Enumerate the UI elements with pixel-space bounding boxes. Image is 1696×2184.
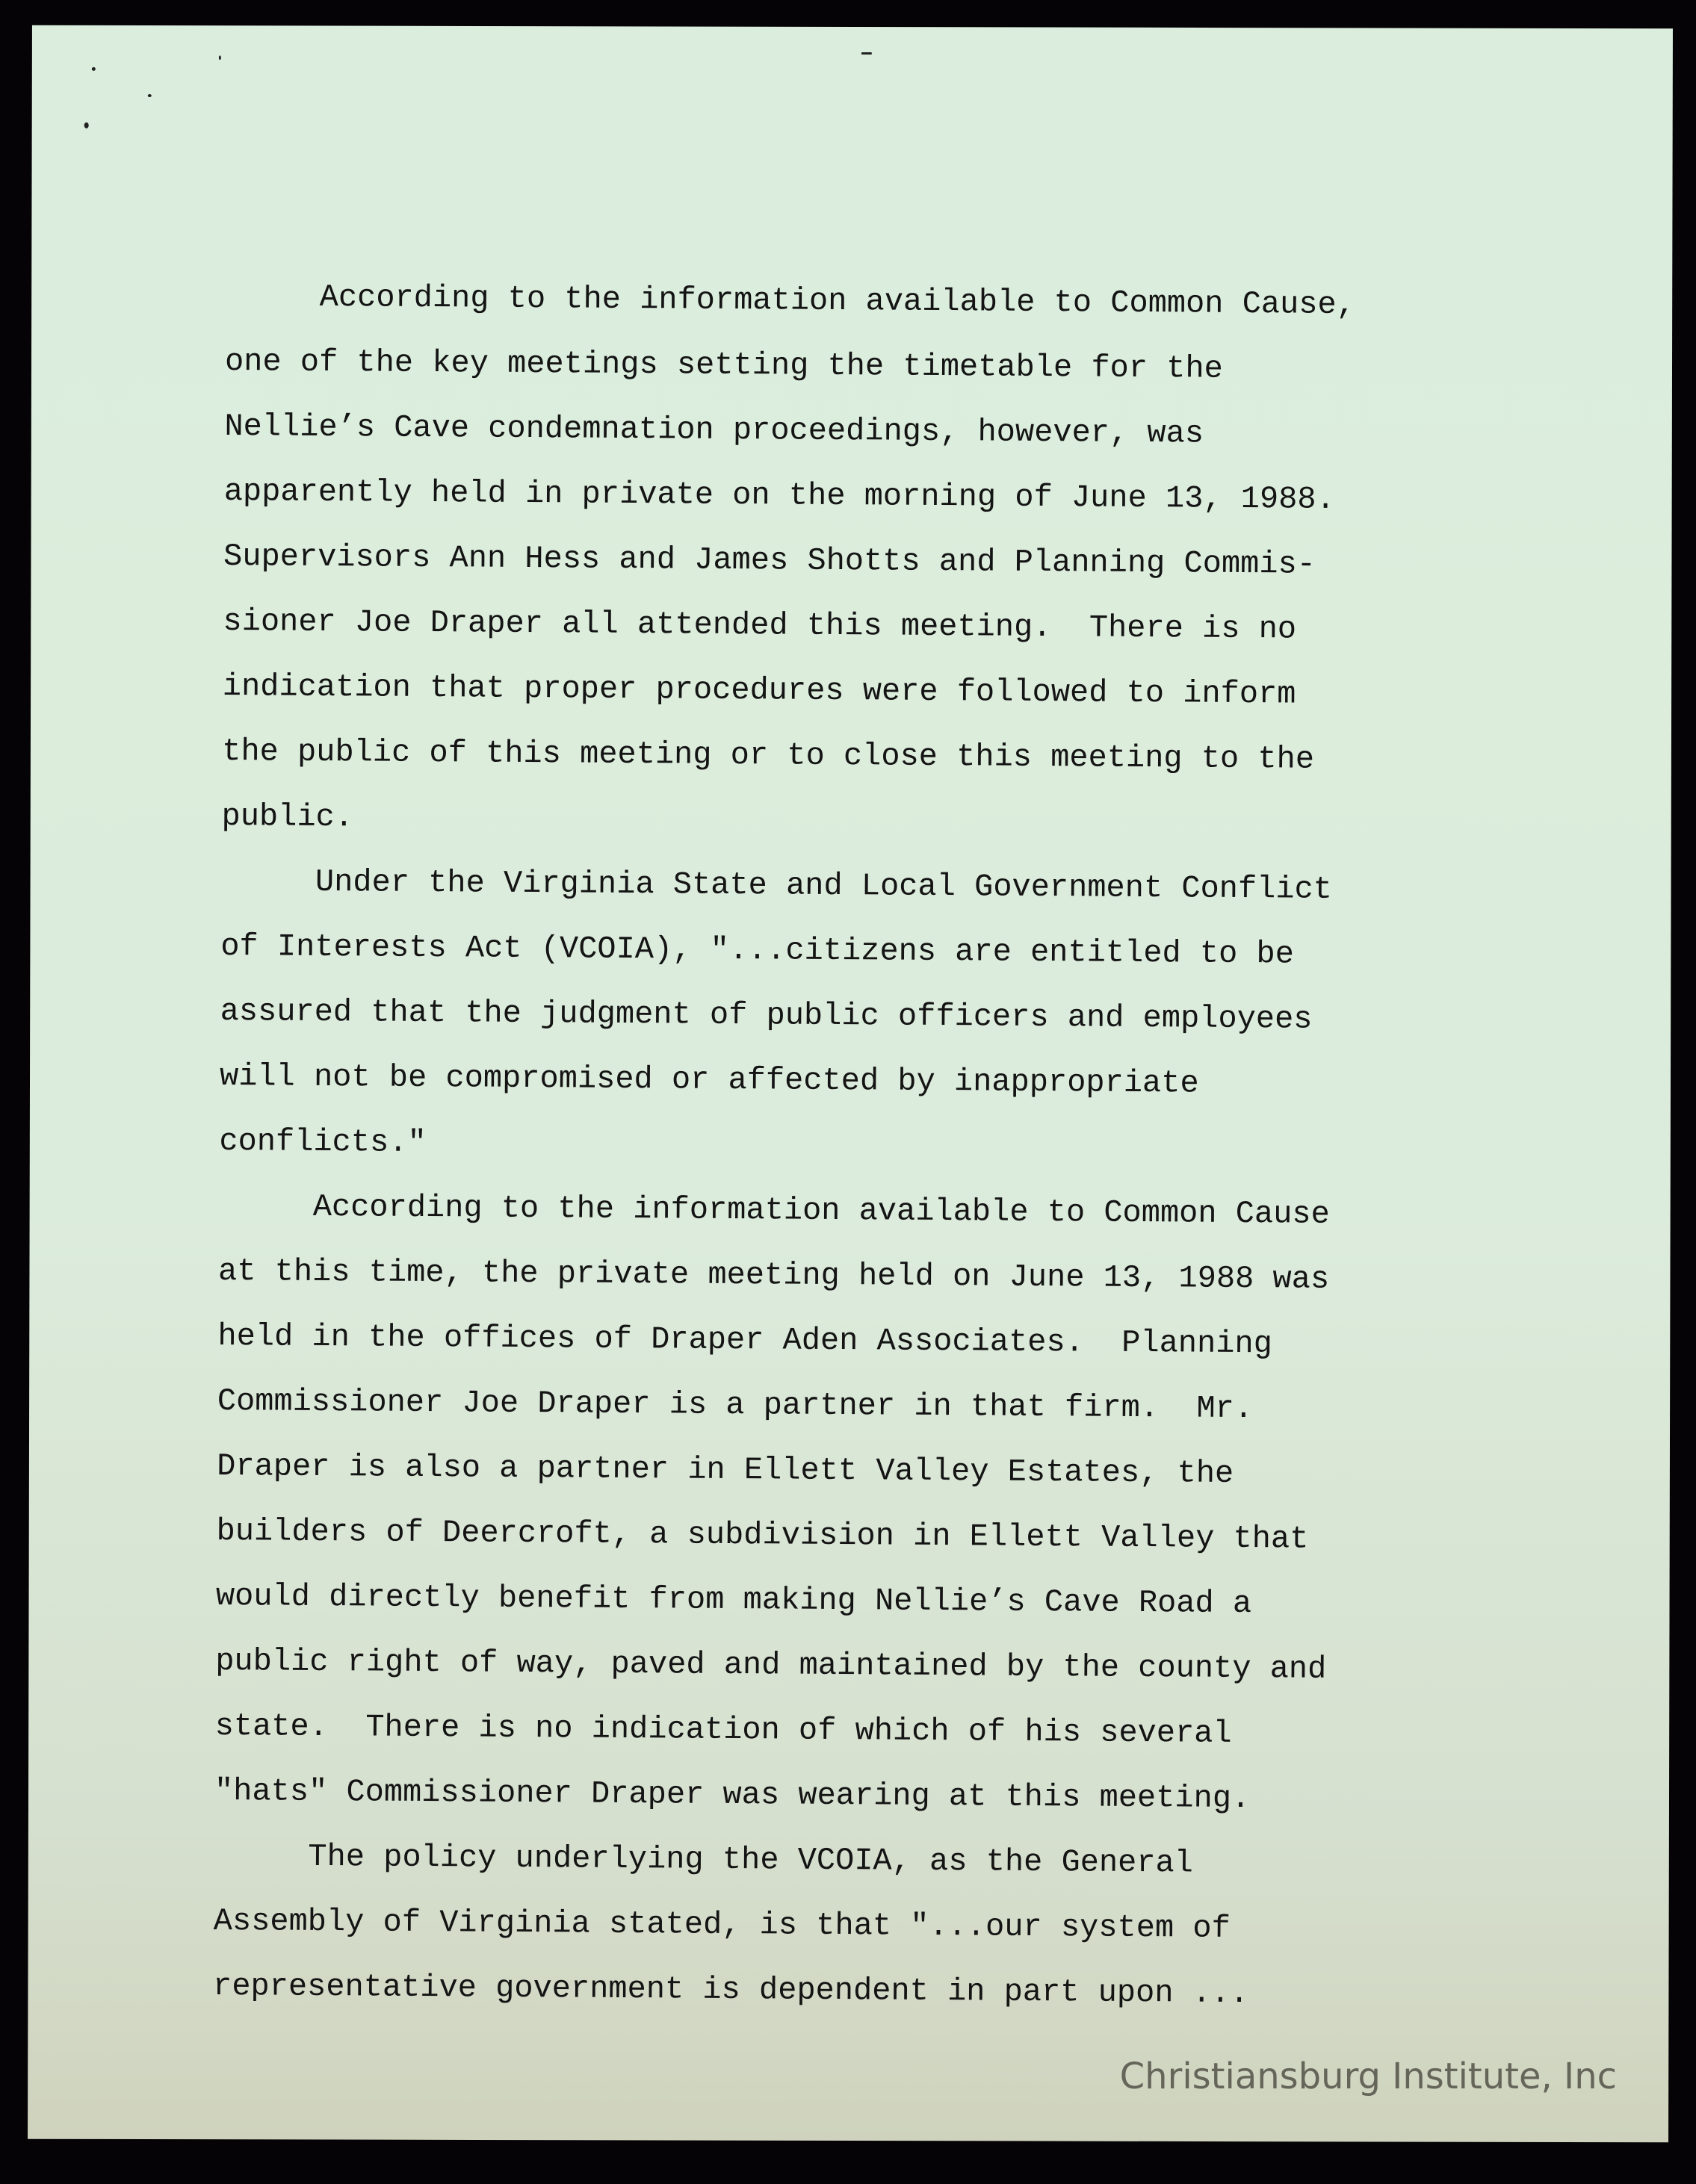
text-line: builders of Deercroft, a subdivision in Ellett Valley that <box>216 1513 1309 1557</box>
text-line: held in the offices of Draper Aden Associates. Planning <box>217 1318 1273 1362</box>
watermark: Christiansburg Institute, Inc <box>1119 2056 1617 2097</box>
text-line: of Interests Act (VCOIA), "...citizens are entitled to be <box>220 928 1295 972</box>
text-line: state. There is no indication of which of his several <box>214 1707 1232 1752</box>
text-line: Commissioner Joe Draper is a partner in that firm. Mr. <box>217 1383 1254 1427</box>
paragraph <box>214 1174 1489 1833</box>
text-line: Draper is also a partner in Ellett Valley Estates, the <box>217 1448 1234 1492</box>
text-line: public. <box>221 798 354 836</box>
paragraph <box>213 1824 1485 2028</box>
speck <box>92 67 96 71</box>
text-line: Assembly of Virginia stated, is that "...our system of <box>213 1902 1231 1946</box>
text-line: Nellie’s Cave condemnation proceedings, however, was <box>224 408 1204 452</box>
text-line: The policy underlying the VCOIA, as the General <box>308 1838 1194 1881</box>
text-line: Supervisors Ann Hess and James Shotts and Planning Commis- <box>223 538 1316 583</box>
text-line: According to the information available to Common Cause, <box>319 279 1356 323</box>
text-line: "hats" Commissioner Draper was wearing at this meeting. <box>214 1772 1251 1817</box>
text-line: conflicts." <box>219 1123 427 1161</box>
paragraph <box>221 264 1496 858</box>
text-line: Under the Virginia State and Local Government Conflict <box>315 863 1333 908</box>
text-line: public right of way, paved and maintained by the county and <box>215 1642 1327 1687</box>
text-line: indication that proper procedures were followed to inform <box>222 668 1296 713</box>
speck <box>861 52 872 55</box>
text-line: at this time, the private meeting held on June 13, 1988 was <box>217 1253 1330 1297</box>
text-line: one of the key meetings setting the timetable for the <box>224 343 1224 387</box>
speck <box>148 94 152 97</box>
text-line: the public of this meeting or to close this meeting to the <box>222 733 1315 778</box>
text-line: According to the information available to Common Cause <box>312 1188 1330 1232</box>
text-line: would directly benefit from making Nellie’s Cave Road a <box>215 1577 1252 1622</box>
text-line: representative government is dependent in part upon ... <box>212 1967 1249 2012</box>
paragraph <box>219 849 1491 1183</box>
text-line: apparently held in private on the morning of June 13, 1988. <box>223 473 1335 518</box>
speck <box>84 122 89 128</box>
text-line: assured that the judgment of public officers and employees <box>220 993 1313 1037</box>
text-line: sioner Joe Draper all attended this meeting. There is no <box>223 603 1297 648</box>
speck <box>219 55 221 60</box>
text-line: will not be compromised or affected by inappropriate <box>219 1058 1199 1102</box>
document-body <box>213 264 1496 2028</box>
